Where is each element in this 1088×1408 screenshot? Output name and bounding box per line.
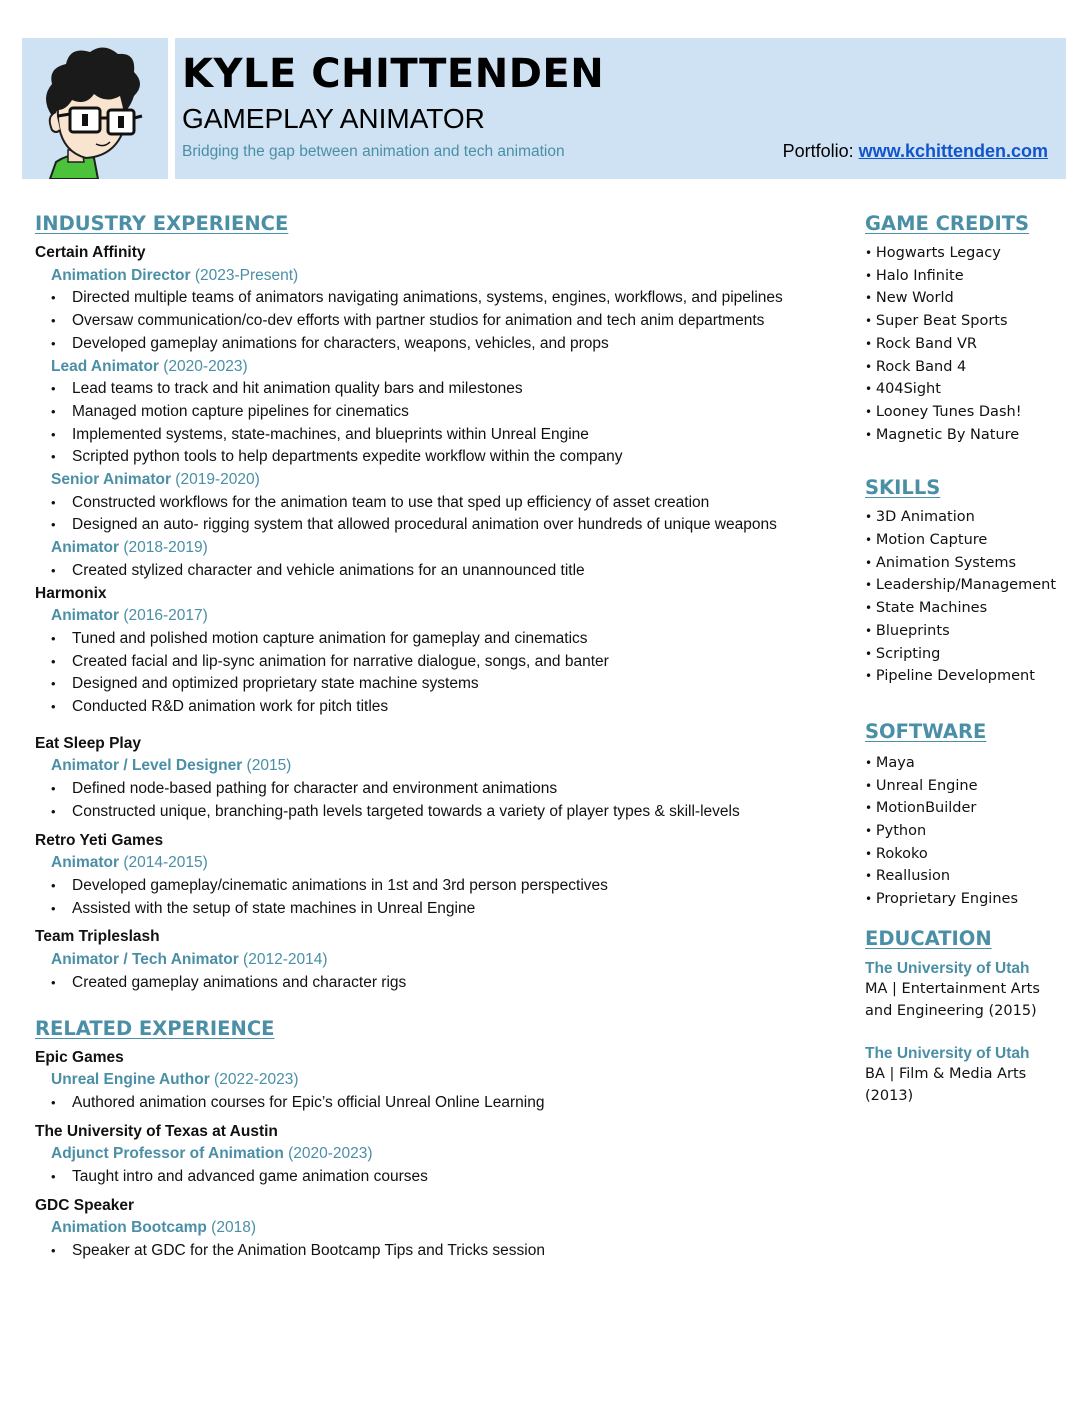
role-dates: (2016-2017)	[119, 607, 208, 625]
bullet-item: • Developed gameplay animations for characters, weapons, vehicles, and props	[35, 333, 835, 356]
company-name: Team Tripleslash	[35, 928, 160, 946]
role-dates: (2014-2015)	[119, 854, 208, 872]
role-dates: (2022-2023)	[209, 1071, 299, 1089]
role-bullets	[35, 492, 835, 537]
software-heading: SOFTWARE	[865, 719, 987, 743]
left-column	[35, 210, 835, 1263]
related-experience-list	[35, 1047, 835, 1263]
role-dates: (2018)	[206, 1219, 256, 1237]
role-bullets	[35, 1092, 835, 1115]
role-line	[35, 265, 835, 288]
role-line	[35, 852, 835, 875]
bullet-item: • Created gameplay animations and character rigs	[35, 972, 835, 995]
bullet-item: • Lead teams to track and hit animation quality bars and milestones	[35, 378, 835, 401]
bullet-item: • Constructed unique, branching-path levels targeted towards a variety of player types & skill-levels	[35, 801, 835, 824]
role-title: Animation Director	[51, 266, 191, 284]
education-degree: and Engineering (2015)	[865, 1002, 1037, 1019]
education-degree: MA | Entertainment Arts	[865, 980, 1040, 997]
role-line	[35, 1069, 835, 1092]
bullet-item: • Designed and optimized proprietary state machine systems	[35, 673, 835, 696]
bullet-item: • Tuned and polished motion capture animation for gameplay and cinematics	[35, 628, 835, 651]
bullet-item: • Created stylized character and vehicle animations for an unannounced title	[35, 560, 835, 583]
education-heading: EDUCATION	[865, 926, 992, 950]
cartoon-avatar-icon	[22, 38, 168, 179]
bullet-item: • Authored animation courses for Epic’s official Unreal Online Learning	[35, 1092, 835, 1115]
role-bullets	[35, 1166, 835, 1189]
software-item: • Unreal Engine	[865, 775, 1080, 798]
role-line	[35, 755, 835, 778]
header-banner	[175, 38, 1066, 179]
spacer	[865, 1022, 1080, 1044]
role-title: Animation Bootcamp	[51, 1219, 207, 1237]
game-credits-item: • Rock Band 4	[865, 356, 1080, 379]
bullet-item: • Taught intro and advanced game animation courses	[35, 1166, 835, 1189]
bullet-item: • Defined node-based pathing for character and environment animations	[35, 778, 835, 801]
software-item: • Rokoko	[865, 843, 1080, 866]
education-school: The University of Utah	[865, 959, 1030, 977]
software-list	[865, 752, 1080, 911]
game-credits-heading: GAME CREDITS	[865, 212, 1030, 235]
role-title: Unreal Engine Author	[51, 1071, 210, 1089]
skills-item: • Blueprints	[865, 620, 1080, 643]
candidate-name: KYLE CHITTENDEN	[182, 51, 605, 97]
avatar	[22, 38, 168, 179]
role-dates: (2023-Present)	[190, 266, 299, 284]
skills-item: • 3D Animation	[865, 506, 1080, 529]
role-title: Animator / Tech Animator	[51, 951, 239, 969]
education-school: The University of Utah	[865, 1044, 1030, 1062]
bullet-item: • Assisted with the setup of state machines in Unreal Engine	[35, 898, 835, 921]
company-name: Epic Games	[35, 1048, 124, 1066]
role-line	[35, 537, 835, 560]
industry-experience-list	[35, 242, 835, 995]
role-title: Animator	[51, 607, 120, 625]
skills-item: • Pipeline Development	[865, 665, 1080, 688]
bullet-item: • Developed gameplay/cinematic animations in 1st and 3rd person perspectives	[35, 875, 835, 898]
role-line	[35, 469, 835, 492]
skills-heading: SKILLS	[865, 476, 941, 500]
portfolio	[783, 142, 1048, 160]
role-bullets	[35, 628, 835, 719]
software-item: • Python	[865, 820, 1080, 843]
company-name: Harmonix	[35, 584, 107, 602]
skills-item: • State Machines	[865, 597, 1080, 620]
skills-item: • Scripting	[865, 643, 1080, 666]
tagline: Bridging the gap between animation and tech animation	[182, 143, 565, 160]
role-bullets	[35, 560, 835, 583]
software-item: • Maya	[865, 752, 1080, 775]
role-dates: (2020-2023)	[158, 357, 248, 375]
related-experience-heading: RELATED EXPERIENCE	[35, 1016, 275, 1040]
software-item: • Proprietary Engines	[865, 888, 1080, 911]
game-credits-item: • Looney Tunes Dash!	[865, 401, 1080, 424]
portfolio-link[interactable]: www.kchittenden.com	[858, 141, 1048, 161]
bullet-item: • Conducted R&D animation work for pitch titles	[35, 696, 835, 719]
software-item: • MotionBuilder	[865, 797, 1080, 820]
spacer	[35, 719, 835, 733]
game-credits-item: • New World	[865, 287, 1080, 310]
right-column	[865, 210, 1080, 1107]
bullet-item: • Directed multiple teams of animators navigating animations, systems, engines, workflows, and pipelines	[35, 287, 835, 310]
bullet-item: • Created facial and lip-sync animation for narrative dialogue, songs, and banter	[35, 651, 835, 674]
skills-item: • Animation Systems	[865, 552, 1080, 575]
skills-item: • Leadership/Management	[865, 574, 1080, 597]
company-name: Retro Yeti Games	[35, 831, 164, 849]
role-title: Animator	[51, 539, 120, 557]
industry-experience-heading: INDUSTRY EXPERIENCE	[35, 212, 289, 235]
skills-item: • Motion Capture	[865, 529, 1080, 552]
role-line	[35, 605, 835, 628]
company-name: GDC Speaker	[35, 1196, 135, 1214]
portfolio-label: Portfolio:	[782, 141, 859, 161]
role-line	[35, 1217, 835, 1240]
skills-list	[865, 506, 1080, 688]
bullet-item: • Implemented systems, state-machines, and blueprints within Unreal Engine	[35, 424, 835, 447]
company-name: Eat Sleep Play	[35, 734, 141, 752]
role-line	[35, 356, 835, 379]
role-bullets	[35, 287, 835, 355]
role-dates: (2020-2023)	[283, 1145, 373, 1163]
role-bullets	[35, 778, 835, 823]
role-title: Senior Animator	[51, 471, 171, 489]
company-name: Certain Affinity	[35, 244, 146, 261]
bullet-item: • Speaker at GDC for the Animation Bootcamp Tips and Tricks session	[35, 1240, 835, 1263]
education-degree: BA | Film & Media Arts	[865, 1065, 1027, 1082]
role-bullets	[35, 1240, 835, 1263]
role-title: Lead Animator	[51, 357, 159, 375]
role-title: Animator	[51, 854, 120, 872]
role-line	[35, 949, 835, 972]
role-bullets	[35, 378, 835, 469]
role-bullets	[35, 972, 835, 995]
education-degree: (2013)	[865, 1087, 914, 1104]
game-credits-item: • 404Sight	[865, 378, 1080, 401]
game-credits-item: • Magnetic By Nature	[865, 424, 1080, 447]
company-name: The University of Texas at Austin	[35, 1122, 278, 1140]
game-credits-item: • Hogwarts Legacy	[865, 242, 1080, 265]
education-list	[865, 959, 1080, 1107]
bullet-item: • Constructed workflows for the animation team to use that sped up efficiency of asset creation	[35, 492, 835, 515]
job-title: GAMEPLAY ANIMATOR	[182, 103, 485, 134]
role-title: Adjunct Professor of Animation	[51, 1145, 284, 1163]
bullet-item: • Scripted python tools to help departments expedite workflow within the company	[35, 446, 835, 469]
role-bullets	[35, 875, 835, 920]
role-dates: (2012-2014)	[238, 951, 328, 969]
game-credits-item: • Rock Band VR	[865, 333, 1080, 356]
bullet-item: • Designed an auto- rigging system that allowed procedural animation over hundreds of unique weapons	[35, 514, 835, 537]
role-dates: (2015)	[242, 757, 292, 775]
role-title: Animator / Level Designer	[51, 757, 243, 775]
bullet-item: • Oversaw communication/co-dev efforts with partner studios for animation and tech anim departments	[35, 310, 835, 333]
game-credits-item: • Super Beat Sports	[865, 310, 1080, 333]
role-dates: (2019-2020)	[171, 471, 260, 489]
game-credits-list	[865, 242, 1080, 446]
role-line	[35, 1143, 835, 1166]
bullet-item: • Managed motion capture pipelines for cinematics	[35, 401, 835, 424]
role-dates: (2018-2019)	[119, 539, 208, 557]
software-item: • Reallusion	[865, 865, 1080, 888]
game-credits-item: • Halo Infinite	[865, 265, 1080, 288]
